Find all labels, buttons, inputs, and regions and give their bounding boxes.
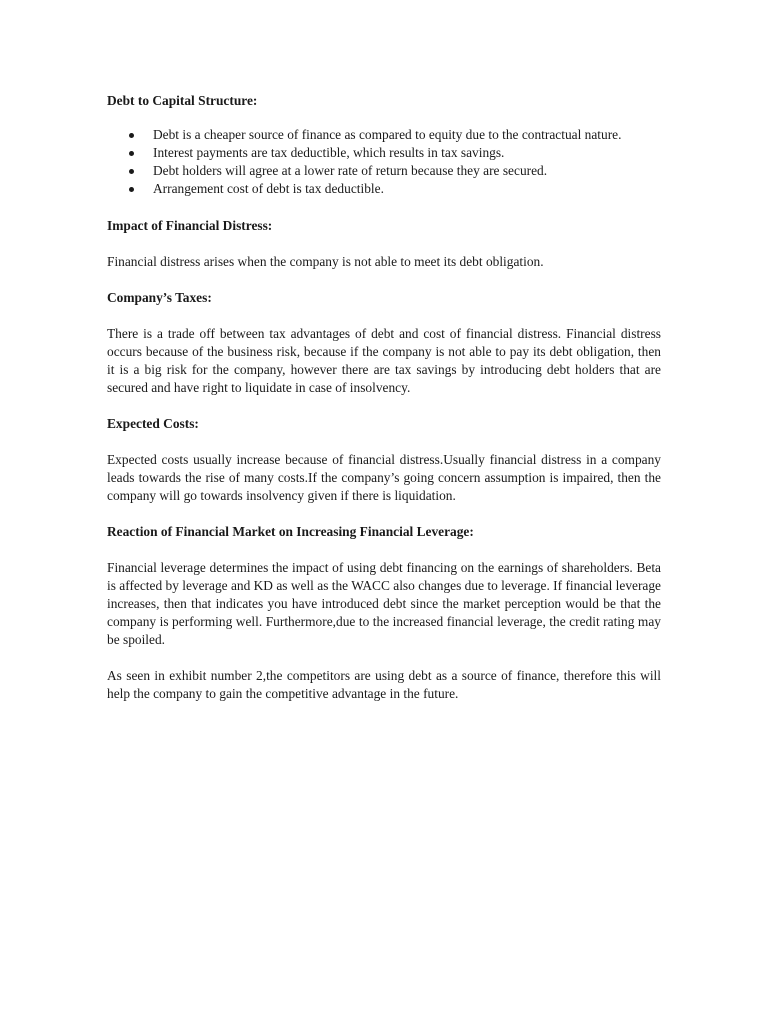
document-page xyxy=(107,84,661,703)
bullet-list xyxy=(107,126,661,198)
list-item xyxy=(107,144,661,162)
list-item xyxy=(107,162,661,180)
section-heading: Impact of Financial Distress: xyxy=(107,218,273,233)
section-heading: Debt to Capital Structure: xyxy=(107,93,258,108)
bullet-icon xyxy=(129,187,134,192)
paragraph: As seen in exhibit number 2,the competitors are using debt as a source of finance, therefore this will help the company to gain the competitive advantage in the future. xyxy=(107,668,661,701)
section-heading: Company’s Taxes: xyxy=(107,290,212,305)
bullet-icon xyxy=(129,151,134,156)
section-heading: Expected Costs: xyxy=(107,416,199,431)
list-item-text: Arrangement cost of debt is tax deductible. xyxy=(153,181,384,196)
section-debt-to-capital-structure xyxy=(107,92,661,198)
section-expected-costs xyxy=(107,415,661,505)
paragraph: Financial distress arises when the company is not able to meet its debt obligation. xyxy=(107,254,544,269)
list-item-text: Debt is a cheaper source of finance as compared to equity due to the contractual nature. xyxy=(153,127,622,142)
paragraph: There is a trade off between tax advantages of debt and cost of financial distress. Financial distress occurs because of the business risk, because if the company is not able to pay its debt obligation, then it is a big risk for the company, however there are tax savings by introducing debt holders that are secured and have right to liquidate in case of insolvency. xyxy=(107,326,661,395)
list-item xyxy=(107,180,661,198)
section-reaction-of-financial-market xyxy=(107,523,661,703)
paragraph: Expected costs usually increase because of financial distress.Usually financial distress in a company leads towards the rise of many costs.If the company’s going concern assumption is impaired, then the company will go towards insolvency given if there is liquidation. xyxy=(107,452,661,503)
bullet-icon xyxy=(129,133,134,138)
section-impact-of-financial-distress xyxy=(107,217,661,271)
list-item-text: Debt holders will agree at a lower rate of return because they are secured. xyxy=(153,163,548,178)
paragraph: Financial leverage determines the impact of using debt financing on the earnings of shareholders. Beta is affected by leverage and KD as well as the WACC also changes due to leverage. If financial leverage increases, then that indicates you have introduced debt since the market perception would be that the company is performing well. Furthermore,due to the increased financial leverage, the credit rating may be spoiled. xyxy=(107,560,661,647)
section-companys-taxes xyxy=(107,289,661,397)
bullet-icon xyxy=(129,169,134,174)
list-item-text: Interest payments are tax deductible, which results in tax savings. xyxy=(153,145,505,160)
list-item xyxy=(107,126,661,144)
section-heading: Reaction of Financial Market on Increasing Financial Leverage: xyxy=(107,524,474,539)
